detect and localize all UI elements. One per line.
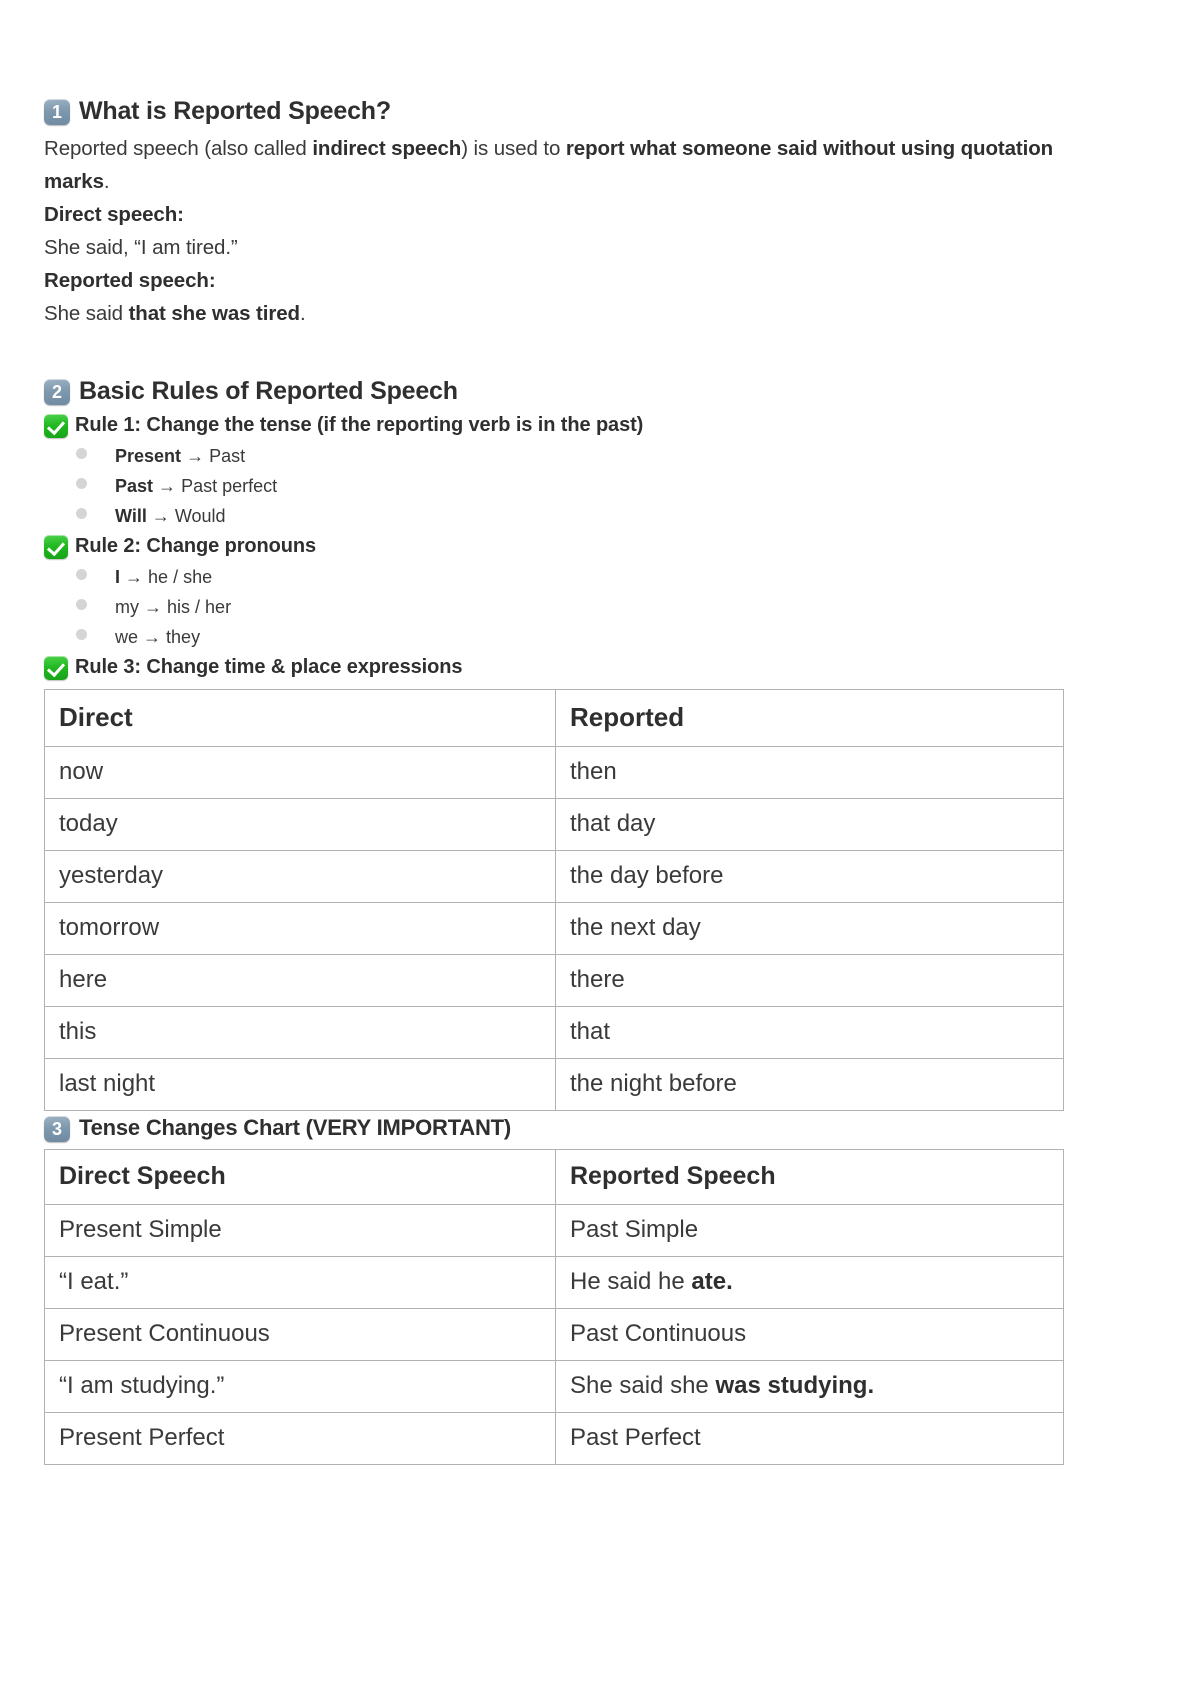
item-to: Past: [209, 446, 246, 466]
table-header-row: [44, 1149, 1064, 1205]
rule-heading-text: Rule 3: Change time & place expressions: [75, 656, 463, 678]
item-to: they: [166, 627, 201, 647]
rule-heading: [44, 412, 1064, 439]
reported-speech-label: [44, 264, 1064, 297]
definition-text-pre: Reported speech (also called: [44, 137, 313, 160]
table-row: [44, 1413, 1064, 1465]
arrow-icon: →: [125, 567, 144, 587]
item-from: we: [115, 627, 139, 647]
cell-reported-speech: [556, 1257, 1064, 1309]
item-to: Past perfect: [181, 476, 278, 496]
cell-text: Past Continuous: [570, 1320, 747, 1348]
item-to: Would: [174, 506, 226, 526]
cell-text-bold: was studying.: [715, 1372, 875, 1400]
reported-example-pre: She said: [44, 302, 129, 325]
arrow-icon: →: [144, 597, 163, 617]
cell-text-bold: ate.: [691, 1268, 733, 1296]
definition-bold-report: report what someone said without using quotation marks: [44, 137, 1054, 193]
intro-block: [44, 132, 1064, 330]
section-heading-1: [44, 96, 1064, 126]
cell-direct: tomorrow: [44, 903, 556, 955]
table-row: [44, 1257, 1064, 1309]
item-from: Past: [115, 476, 154, 496]
cell-reported: that day: [556, 799, 1064, 851]
tense-changes-table: [44, 1149, 1064, 1465]
cell-reported-speech: [556, 1309, 1064, 1361]
cell-reported: the next day: [556, 903, 1064, 955]
list-item-text: [115, 471, 277, 501]
list-item-text: [115, 592, 231, 622]
list-item: [44, 622, 1064, 652]
cell-reported-speech: [556, 1205, 1064, 1257]
table-row: [44, 1361, 1064, 1413]
bullet-dot-icon: [76, 569, 87, 580]
column-header-direct-speech: Direct Speech: [44, 1149, 556, 1205]
list-item-text: [115, 562, 212, 592]
rule-1-bullet-list: [44, 441, 1064, 531]
item-from: I: [115, 567, 121, 587]
cell-direct-speech: Present Perfect: [44, 1413, 556, 1465]
cell-text: Past Perfect: [570, 1424, 701, 1452]
reported-example-bold: that she was tired: [128, 302, 300, 325]
item-from: Will: [115, 506, 147, 526]
section-title: What is Reported Speech?: [79, 97, 391, 125]
column-header-direct: Direct: [44, 689, 556, 747]
rule-2-bullet-list: [44, 562, 1064, 652]
cell-direct-speech: “I am studying.”: [44, 1361, 556, 1413]
list-item-text: [115, 501, 226, 531]
table-row: [44, 955, 1064, 1007]
rule-heading: [44, 533, 1064, 560]
column-header-reported: Reported: [556, 689, 1064, 747]
cell-reported: there: [556, 955, 1064, 1007]
cell-direct-speech: Present Continuous: [44, 1309, 556, 1361]
time-place-table: [44, 689, 1064, 1111]
rule-heading: [44, 654, 1064, 681]
cell-reported: that: [556, 1007, 1064, 1059]
table-row: [44, 1309, 1064, 1361]
bullet-dot-icon: [76, 448, 87, 459]
arrow-icon: →: [158, 476, 177, 496]
cell-direct: now: [44, 747, 556, 799]
check-mark-button-icon: [44, 414, 68, 438]
bullet-dot-icon: [76, 599, 87, 610]
direct-speech-example: She said, “I am tired.”: [44, 236, 238, 259]
cell-direct: here: [44, 955, 556, 1007]
cell-direct: yesterday: [44, 851, 556, 903]
section-title: Basic Rules of Reported Speech: [79, 377, 458, 405]
table-row: [44, 1205, 1064, 1257]
arrow-icon: →: [151, 506, 170, 526]
item-to: he / she: [148, 567, 213, 587]
table-row: [44, 851, 1064, 903]
cell-text: He said he: [570, 1268, 692, 1296]
table-row: [44, 747, 1064, 799]
item-to: his / her: [167, 597, 232, 617]
table-row: [44, 903, 1064, 955]
keycap-3-icon: 3: [44, 1116, 70, 1142]
section-heading-3: [44, 1115, 1064, 1141]
table-row: [44, 1059, 1064, 1111]
table-row: [44, 799, 1064, 851]
definition-bold-indirect-speech: indirect speech: [312, 137, 462, 160]
list-item: [44, 592, 1064, 622]
cell-reported-speech: [556, 1361, 1064, 1413]
item-from: my: [115, 597, 139, 617]
definition-paragraph: [44, 132, 1064, 198]
section-title: Tense Changes Chart (VERY IMPORTANT): [79, 1114, 512, 1140]
cell-text: She said she: [570, 1372, 716, 1400]
section-heading-2: [44, 376, 1064, 406]
arrow-icon: →: [186, 446, 205, 466]
list-item-text: [115, 441, 245, 471]
bullet-dot-icon: [76, 508, 87, 519]
rule-heading-text: Rule 1: Change the tense (if the reporting verb is in the past): [75, 414, 644, 436]
cell-reported: the night before: [556, 1059, 1064, 1111]
list-item: [44, 562, 1064, 592]
list-item-text: [115, 622, 200, 652]
cell-reported-speech: [556, 1413, 1064, 1465]
definition-text-end: .: [103, 170, 110, 193]
check-mark-button-icon: [44, 656, 68, 680]
list-item: [44, 501, 1064, 531]
item-from: Present: [115, 446, 182, 466]
table-header-row: [44, 689, 1064, 747]
cell-direct: last night: [44, 1059, 556, 1111]
reported-speech-example: [44, 297, 1064, 330]
direct-speech-label: [44, 198, 1064, 231]
definition-text-mid: ) is used to: [461, 137, 566, 160]
direct-speech-label-text: Direct speech:: [44, 203, 184, 226]
cell-reported: the day before: [556, 851, 1064, 903]
cell-direct: today: [44, 799, 556, 851]
keycap-1-icon: 1: [44, 99, 70, 125]
table-row: [44, 1007, 1064, 1059]
bullet-dot-icon: [76, 629, 87, 640]
cell-direct-speech: “I eat.”: [44, 1257, 556, 1309]
reported-speech-label-text: Reported speech:: [44, 269, 216, 292]
cell-direct-speech: Present Simple: [44, 1205, 556, 1257]
cell-reported: then: [556, 747, 1064, 799]
check-mark-button-icon: [44, 535, 68, 559]
list-item: [44, 471, 1064, 501]
cell-direct: this: [44, 1007, 556, 1059]
cell-text: Past Simple: [570, 1216, 699, 1244]
arrow-icon: →: [143, 627, 162, 647]
keycap-2-icon: 2: [44, 379, 70, 405]
rule-heading-text: Rule 2: Change pronouns: [75, 535, 317, 557]
bullet-dot-icon: [76, 478, 87, 489]
list-item: [44, 441, 1064, 471]
reported-example-end: .: [299, 302, 306, 325]
column-header-reported-speech: Reported Speech: [556, 1149, 1064, 1205]
